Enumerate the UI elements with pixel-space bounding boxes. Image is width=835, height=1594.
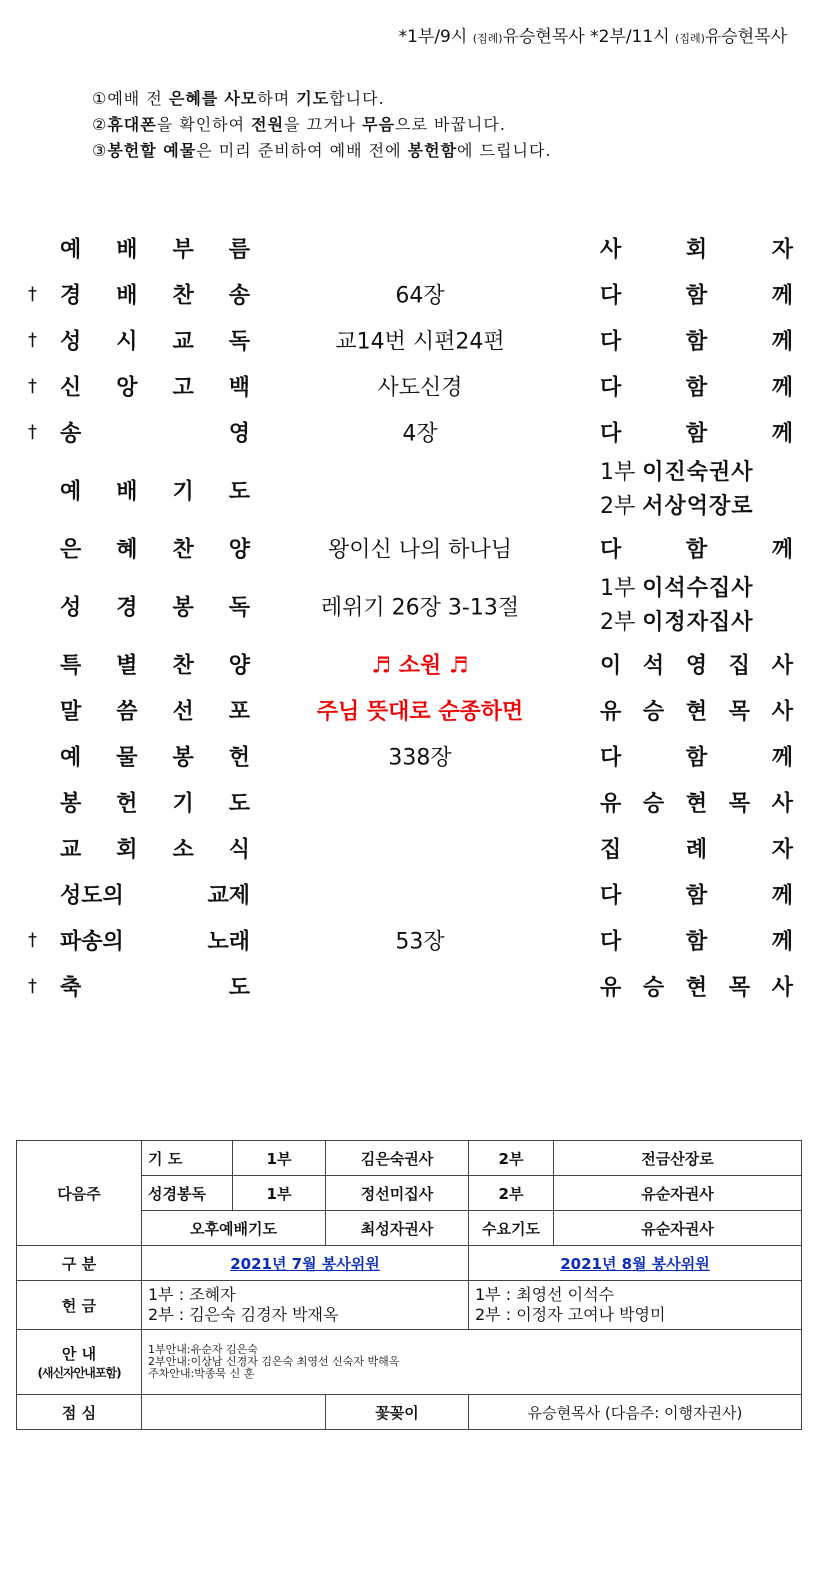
name-char: 도	[228, 975, 250, 1001]
guide-sub: (새신자안내포함)	[37, 1366, 121, 1380]
notice-text: 으로 바꿉니다.	[395, 115, 506, 134]
order-item-leader	[600, 533, 793, 564]
order-item-leader	[600, 233, 793, 264]
order-item-name	[60, 787, 250, 818]
notice-text: 사모	[224, 89, 258, 108]
notices	[92, 86, 551, 164]
leader-char: 사	[600, 237, 622, 263]
part-label: 1부	[600, 460, 643, 485]
order-row	[0, 455, 835, 525]
name-char: 별	[116, 653, 138, 679]
order-row	[0, 917, 835, 963]
order-row	[0, 687, 835, 733]
name-char: 름	[228, 237, 250, 263]
name-char: 헌	[228, 745, 250, 771]
order-item-detail: 53장	[395, 929, 445, 955]
offering-label: 헌 금	[17, 1281, 142, 1330]
leader-char: 목	[728, 791, 751, 817]
leader-char: 유	[600, 791, 622, 817]
leader-char: 승	[642, 699, 665, 725]
leader-char: 께	[771, 329, 793, 355]
lunch-label: 점 심	[17, 1395, 142, 1430]
name-char: 독	[228, 595, 250, 621]
order-row	[0, 871, 835, 917]
name-char: 도	[228, 479, 250, 505]
name-char: 앙	[116, 375, 138, 401]
leader-char: 다	[600, 929, 622, 955]
leader-char: 목	[728, 975, 751, 1001]
notice-line	[92, 138, 551, 164]
leader-name: 이정자집사	[642, 610, 754, 635]
leader-char: 께	[771, 421, 793, 447]
leader-char: 회	[685, 237, 708, 263]
cross-mark: †	[28, 929, 37, 951]
cell: 유순자권사	[554, 1211, 802, 1246]
text-line: 2부안내:이상남 신경자 김은숙 최영선 신숙자 박해옥	[148, 1355, 400, 1368]
cross-mark: †	[28, 329, 37, 351]
name-char: 예	[60, 745, 82, 771]
leader-line	[600, 456, 793, 490]
notice-text: 에 드립니다.	[457, 141, 552, 160]
part-label: 1부	[600, 576, 643, 601]
order-item-leader	[600, 572, 793, 640]
leader-char: 함	[685, 283, 708, 309]
notice-text: 을 확인하여	[156, 115, 252, 134]
order-item-name	[60, 695, 250, 726]
order-item-name	[60, 925, 250, 956]
cell: 수요기도	[469, 1211, 554, 1246]
leader-char: 유	[600, 699, 622, 725]
order-item-leader	[600, 417, 793, 448]
name-char: 포	[228, 699, 250, 725]
leader-char: 다	[600, 283, 622, 309]
order-item-name	[60, 475, 250, 506]
notice-text: 을 끄거나	[284, 115, 363, 134]
order-item-leader	[600, 649, 793, 680]
leader-char: 유	[600, 975, 622, 1001]
leader-char: 함	[685, 329, 708, 355]
name-char: 배	[116, 479, 138, 505]
order-item-detail: 왕이신 나의 하나님	[327, 537, 512, 563]
leader-char: 집	[728, 653, 751, 679]
name-char: 씀	[116, 699, 138, 725]
leader-char: 영	[685, 653, 708, 679]
name-char: 은	[60, 537, 82, 563]
order-item-name	[60, 533, 250, 564]
leader-char: 승	[642, 975, 665, 1001]
order-item-name	[60, 279, 250, 310]
order-item-leader	[600, 279, 793, 310]
order-item-name	[60, 417, 250, 448]
order-row	[0, 641, 835, 687]
notice-text: 봉헌할 예물	[107, 141, 197, 160]
order-item-detail: ♬ 소원 ♬	[371, 652, 469, 679]
name-char: 성	[60, 595, 82, 621]
leader-char: 께	[771, 375, 793, 401]
order-item-detail: 레위기 26장 3-13절	[320, 595, 520, 621]
leader-char: 다	[600, 421, 622, 447]
leader-char: 집	[600, 837, 622, 863]
order-item-leader	[600, 787, 793, 818]
order-item-name	[60, 833, 250, 864]
name-char: 성	[60, 329, 82, 355]
order-row	[0, 779, 835, 825]
name-char: 송	[228, 283, 250, 309]
cross-mark: †	[28, 975, 37, 997]
order-item-name	[60, 879, 250, 910]
name-char: 신	[60, 375, 82, 401]
name-char: 양	[228, 653, 250, 679]
name-char: 찬	[172, 537, 194, 563]
order-row	[0, 525, 835, 571]
gubun-label: 구 분	[17, 1246, 142, 1281]
leader-char: 현	[685, 975, 708, 1001]
order-item-leader	[600, 325, 793, 356]
name-char: 선	[172, 699, 194, 725]
text-line: 2부 : 이정자 고여나 박영미	[475, 1305, 666, 1324]
info-table	[16, 1140, 802, 1430]
order-item-name	[60, 741, 250, 772]
name-char: 기	[172, 479, 194, 505]
notice-line	[92, 112, 551, 138]
order-row	[0, 363, 835, 409]
leader-char: 현	[685, 791, 708, 817]
name-char: 물	[116, 745, 138, 771]
notice-text: 은혜를	[168, 89, 219, 108]
leader-char: 함	[685, 537, 708, 563]
name-char: 경	[116, 595, 138, 621]
leader-char: 현	[685, 699, 708, 725]
name-char: 특	[60, 653, 82, 679]
july-title: 2021년 7월 봉사위원	[230, 1254, 380, 1273]
cell: 전금산장로	[554, 1141, 802, 1176]
order-item-leader	[600, 925, 793, 956]
name-char: 찬	[172, 283, 194, 309]
notice-text: 은 미리 준비하여 예배 전에	[196, 141, 408, 160]
name-char: 말	[60, 699, 82, 725]
order-row	[0, 225, 835, 271]
order-item-leader	[600, 371, 793, 402]
order-item-leader	[600, 456, 793, 524]
order-item-leader	[600, 971, 793, 1002]
name-char: 축	[60, 975, 82, 1001]
leader-char: 승	[642, 791, 665, 817]
leader-name: 서상억장로	[642, 494, 754, 519]
order-item-leader	[600, 741, 793, 772]
cell: 김은숙권사	[326, 1141, 469, 1176]
leader-char: 께	[771, 283, 793, 309]
name-char: 배	[116, 283, 138, 309]
cell: 2부	[469, 1176, 554, 1211]
cell: 1부	[233, 1176, 326, 1211]
name-char: 찬	[172, 653, 194, 679]
text-line: 1부 : 최영선 이석수	[475, 1285, 615, 1304]
order-row	[0, 825, 835, 871]
leader-char: 목	[728, 699, 751, 725]
notice-text: 하며	[257, 89, 297, 108]
prayer-label: 기 도	[142, 1141, 233, 1176]
name-char: 교제	[207, 883, 250, 909]
name-char: 독	[228, 329, 250, 355]
name-char: 도	[228, 791, 250, 817]
name-char: 노래	[207, 929, 250, 955]
order-item-name	[60, 971, 250, 1002]
order-item-detail: 64장	[395, 283, 445, 309]
notice-text: 기도	[296, 89, 330, 108]
cell: 오후예배기도	[142, 1211, 326, 1246]
name-char: 영	[228, 421, 250, 447]
leader-char: 다	[600, 883, 622, 909]
leader-char: 함	[685, 883, 708, 909]
notice-text: ③	[92, 141, 108, 160]
name-char: 부	[172, 237, 194, 263]
leader-char: 다	[600, 329, 622, 355]
order-item-detail: 사도신경	[377, 375, 463, 401]
notice-text: 합니다.	[329, 89, 385, 108]
order-item-leader	[600, 695, 793, 726]
notice-line	[92, 86, 551, 112]
order-item-detail: 교14번 시편24편	[335, 329, 505, 355]
leader-char: 께	[771, 537, 793, 563]
order-row	[0, 317, 835, 363]
order-row	[0, 733, 835, 779]
next-week-label: 다음주	[17, 1141, 142, 1246]
leader-char: 사	[771, 975, 793, 1001]
notice-text: ②	[92, 115, 108, 134]
notice-text: ①예배 전	[92, 89, 169, 108]
cross-mark: †	[28, 283, 37, 305]
name-char: 혜	[116, 537, 138, 563]
cell: 1부	[233, 1141, 326, 1176]
name-char: 헌	[116, 791, 138, 817]
order-row	[0, 963, 835, 1009]
worship-order	[0, 225, 835, 1009]
name-char: 기	[172, 791, 194, 817]
service-times: *1부/9시 (집례)유승현목사 *2부/11시 (집례)유승현목사	[398, 27, 787, 47]
name-char: 예	[60, 479, 82, 505]
leader-char: 께	[771, 929, 793, 955]
leader-char: 석	[642, 653, 665, 679]
name-char: 시	[116, 329, 138, 355]
order-item-leader	[600, 879, 793, 910]
cell: 2부	[469, 1141, 554, 1176]
order-row	[0, 409, 835, 455]
leader-char: 다	[600, 537, 622, 563]
leader-char: 다	[600, 375, 622, 401]
leader-char: 사	[771, 653, 793, 679]
leader-char: 례	[685, 837, 708, 863]
name-char: 봉	[60, 791, 82, 817]
order-item-name	[60, 233, 250, 264]
name-char: 파송의	[60, 929, 124, 955]
order-item-detail: 338장	[388, 745, 452, 771]
notice-text: 봉헌함	[407, 141, 458, 160]
leader-char: 함	[685, 745, 708, 771]
leader-name: 이진숙권사	[642, 460, 754, 485]
leader-line	[600, 606, 793, 640]
name-char: 송	[60, 421, 82, 447]
order-item-leader	[600, 833, 793, 864]
cell: 정선미집사	[326, 1176, 469, 1211]
part-label: 2부	[600, 494, 643, 519]
name-char: 식	[228, 837, 250, 863]
name-char: 회	[116, 837, 138, 863]
reading-label: 성경봉독	[142, 1176, 233, 1211]
name-char: 성도의	[60, 883, 124, 909]
order-row	[0, 271, 835, 317]
order-item-detail: 4장	[402, 421, 438, 447]
flower-label: 꽃꽂이	[326, 1395, 469, 1430]
guide-label: 안 내	[61, 1345, 97, 1363]
cross-mark: †	[28, 421, 37, 443]
name-char: 봉	[172, 595, 194, 621]
order-item-name	[60, 649, 250, 680]
leader-line	[600, 572, 793, 606]
notice-text: 전원	[251, 115, 285, 134]
name-char: 양	[228, 537, 250, 563]
text-line: 1부 : 조혜자	[148, 1285, 236, 1304]
order-row	[0, 571, 835, 641]
name-char: 경	[60, 283, 82, 309]
order-item-name	[60, 325, 250, 356]
leader-char: 사	[771, 791, 793, 817]
name-char: 교	[172, 329, 194, 355]
leader-char: 께	[771, 883, 793, 909]
notice-text: 무음	[362, 115, 396, 134]
aug-title: 2021년 8월 봉사위원	[560, 1254, 710, 1273]
cross-mark: †	[28, 375, 37, 397]
leader-line	[600, 490, 793, 524]
order-item-detail: 주님 뜻대로 순종하면	[316, 698, 524, 725]
leader-char: 자	[771, 837, 793, 863]
name-char: 배	[116, 237, 138, 263]
name-char: 소	[172, 837, 194, 863]
cell: 유순자권사	[554, 1176, 802, 1211]
leader-char: 자	[771, 237, 793, 263]
leader-char: 함	[685, 421, 708, 447]
text-line: 2부 : 김은숙 김경자 박재옥	[148, 1305, 339, 1324]
name-char: 예	[60, 237, 82, 263]
order-item-name	[60, 371, 250, 402]
leader-char: 함	[685, 375, 708, 401]
text-line: 주차안내:박종묵 신 훈	[148, 1367, 255, 1380]
leader-char: 이	[600, 653, 622, 679]
name-char: 교	[60, 837, 82, 863]
leader-char: 사	[771, 699, 793, 725]
leader-char: 께	[771, 745, 793, 771]
notice-text: 휴대폰	[107, 115, 157, 134]
cell: 최성자권사	[326, 1211, 469, 1246]
name-char: 봉	[172, 745, 194, 771]
leader-char: 다	[600, 745, 622, 771]
leader-name: 이석수집사	[642, 576, 754, 601]
name-char: 고	[172, 375, 194, 401]
lunch-right: 유승현목사 (다음주: 이행자권사)	[469, 1395, 802, 1430]
part-label: 2부	[600, 610, 643, 635]
order-item-name	[60, 591, 250, 622]
leader-char: 함	[685, 929, 708, 955]
text-line: 1부안내:유순자 김은숙	[148, 1343, 258, 1356]
name-char: 백	[228, 375, 250, 401]
